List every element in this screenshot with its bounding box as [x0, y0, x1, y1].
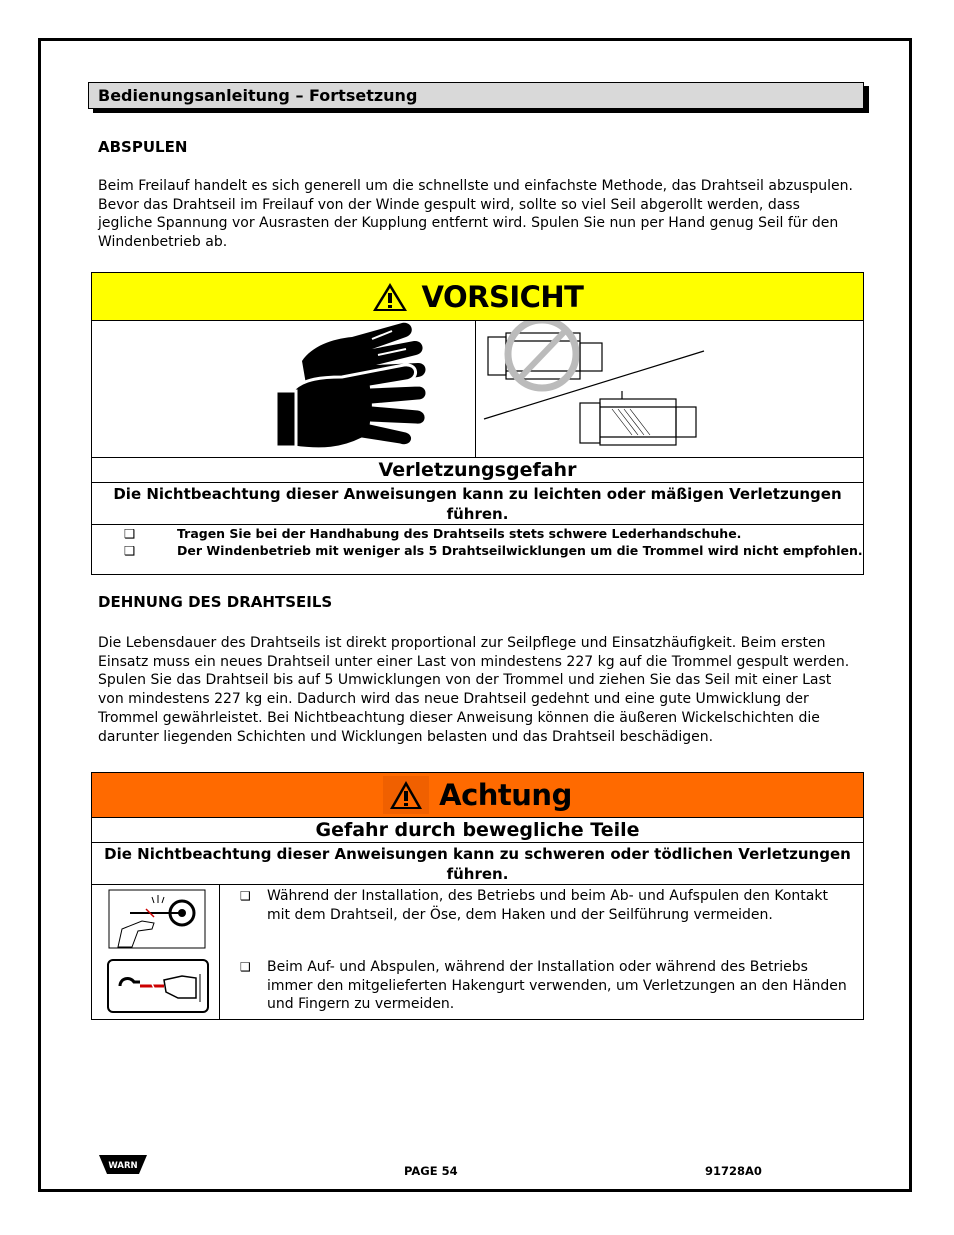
hook-strap-icon: [106, 958, 210, 1014]
vorsicht-warning-box: [91, 272, 864, 575]
warn-logo: [99, 1152, 149, 1180]
abspulen-paragraph: Beim Freilauf handelt es sich generell um die schnellste und einfachste Methode, das Drahtseil abzuspulen. Bevor das Drahtseil im Freilauf von der Winde gespult wird, sollte so viel Seil abgerollt werden, dass jegliche Spannung vor Ausrasten der Kupplung entfernt wird. Spulen Sie nun per Hand genug Seil für den Windenbetrieb ab.: [98, 178, 853, 251]
achtung-hazard-subtitle: Die Nichtbeachtung dieser Anweisungen kann zu schweren oder tödlichen Verletzungen führen.: [92, 843, 863, 885]
warn-logo-text: WARN: [108, 1161, 138, 1171]
achtung-band: [92, 773, 863, 818]
vorsicht-bullet-list: [92, 525, 863, 559]
winch-drum-image-cell: [476, 321, 863, 457]
bullet-text: Beim Auf- und Abspulen, während der Installation oder während des Betriebs immer den mitgelieferten Hakengurt verwenden, um Verletzungen an den Händen und Fingern zu vermeiden.: [267, 959, 847, 1012]
checkbox-bullet-icon: ❑: [124, 526, 136, 541]
checkbox-bullet-icon: ❑: [124, 542, 136, 558]
list-item: [92, 543, 863, 560]
warning-triangle-icon: [389, 780, 423, 810]
vorsicht-hazard-title: Verletzungsgefahr: [92, 458, 863, 483]
abspulen-title: ABSPULEN: [98, 138, 188, 156]
gloves-icon: [272, 321, 432, 451]
bullet-text: Der Windenbetrieb mit weniger als 5 Drahtseilwicklungen um die Trommel wird nicht empfohlen.: [177, 542, 863, 558]
checkbox-bullet-icon: ❑: [240, 889, 251, 903]
list-item: [92, 526, 863, 543]
checkbox-bullet-icon: ❑: [240, 960, 251, 974]
achtung-icon-background: [383, 776, 429, 814]
vorsicht-hazard-subtitle: Die Nichtbeachtung dieser Anweisungen kann zu leichten oder mäßigen Verletzungen führen.: [92, 483, 863, 525]
achtung-warning-box: [91, 772, 864, 1020]
vorsicht-images: [92, 321, 863, 458]
hand-rope-drum-icon: [108, 889, 206, 949]
document-code: 91728A0: [705, 1164, 762, 1178]
page-number: PAGE 54: [404, 1164, 458, 1178]
winch-drum-icon: [482, 321, 712, 451]
list-item: [220, 958, 863, 1014]
warn-logo-icon: [99, 1152, 149, 1176]
bullet-text: Tragen Sie bei der Handhabung des Drahtseils stets schwere Lederhandschuhe.: [177, 526, 742, 541]
bullet-text: Während der Installation, des Betriebs und beim Ab- und Aufspulen den Kontakt mit dem Drahtseil, der Öse, dem Haken und der Seilführung vermeiden.: [267, 888, 828, 923]
gloves-image-cell: [92, 321, 476, 457]
achtung-bullet-list: [220, 885, 863, 1020]
list-item: [220, 887, 863, 924]
dehnung-paragraph: Die Lebensdauer des Drahtseils ist direkt proportional zur Seilpflege und Einsatzhäufigkeit. Beim ersten Einsatz muss ein neues Drahtseil unter einer Last von mindestens 227 kg auf die Trommel gespult werden. Spulen Sie das Drahtseil bis auf 5 Umwicklungen von der Trommel und ziehen Sie das Seil mit einer Last von mindestens 227 kg ein. Dadurch wird das neue Drahtseil gedehnt und eine gute Umwicklung der Trommel gewährleistet. Bei Nichtbeachtung dieser Anweisung können die äußeren Wickelschichten die darunter liegenden Schichten und Wicklungen belasten und das Drahtseil beschädigen.: [98, 635, 850, 745]
achtung-hazard-title: Gefahr durch bewegliche Teile: [92, 818, 863, 843]
section-header: Bedienungsanleitung – Fortsetzung: [88, 82, 864, 109]
achtung-content: [92, 885, 863, 1020]
achtung-title: Achtung: [439, 778, 572, 812]
dehnung-title: DEHNUNG DES DRAHTSEILS: [98, 593, 333, 611]
warning-triangle-icon: [372, 282, 408, 312]
vorsicht-title: VORSICHT: [421, 279, 584, 314]
vorsicht-band: [92, 273, 863, 321]
achtung-image-cell: [92, 885, 220, 1020]
